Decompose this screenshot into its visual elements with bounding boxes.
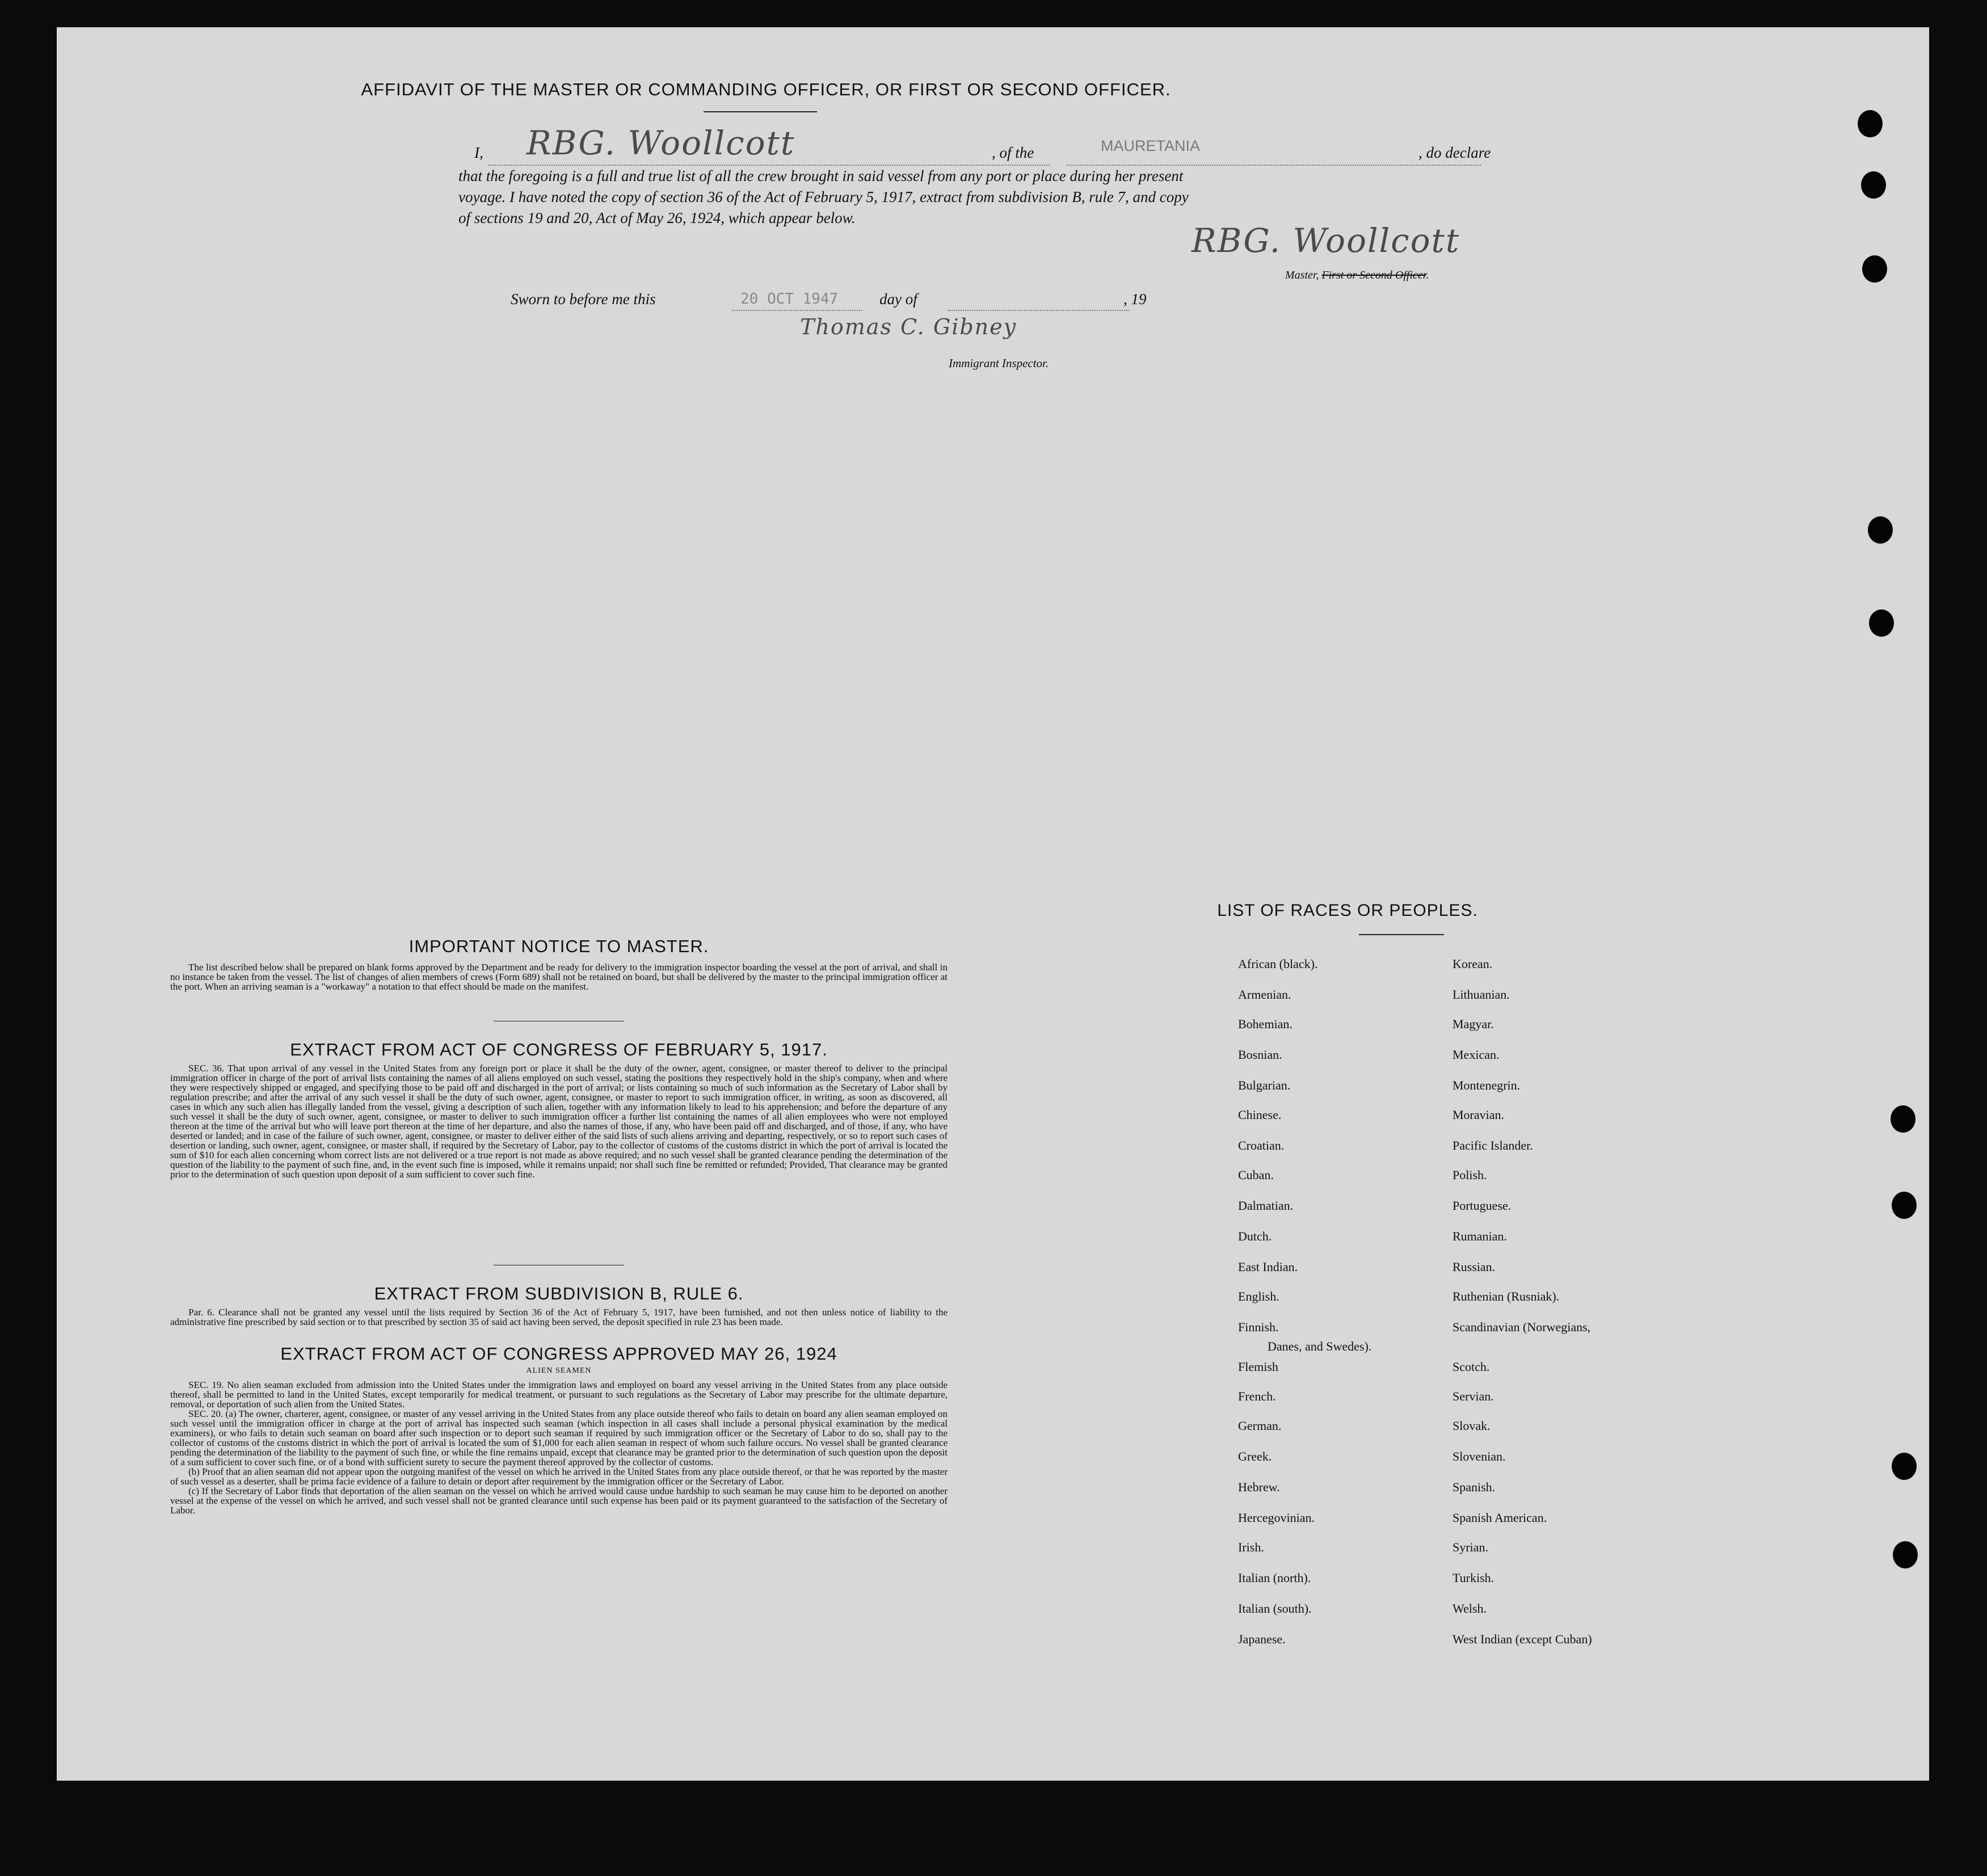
race-item: Hercegovinian.	[1238, 1511, 1315, 1525]
race-item: German.	[1238, 1419, 1282, 1433]
race-item: Cuban.	[1238, 1168, 1274, 1182]
inspector-signature: Thomas C. Gibney	[800, 314, 1017, 339]
race-item: Servian.	[1453, 1389, 1494, 1403]
race-item: Scandinavian (Norwegians,	[1453, 1320, 1591, 1334]
binder-hole	[1861, 171, 1886, 199]
affidavit-line-2: voyage. I have noted the copy of section 36 of the Act of February 5, 1917, extract from subdivision B, rule 7, and copy	[458, 188, 1189, 205]
master-text: Master,	[1285, 269, 1319, 281]
scandinavian-continuation: Danes, and Swedes).	[1268, 1339, 1372, 1353]
race-item: Bulgarian.	[1238, 1078, 1291, 1092]
date-line	[732, 310, 862, 311]
race-item: Rumanian.	[1453, 1229, 1507, 1243]
race-item: Welsh.	[1453, 1601, 1487, 1616]
binder-hole	[1869, 609, 1894, 637]
race-item: Moravian.	[1453, 1108, 1505, 1122]
race-item: Korean.	[1453, 957, 1493, 971]
race-item: Chinese.	[1238, 1108, 1282, 1122]
affidavit-title: AFFIDAVIT OF THE MASTER OR COMMANDING OFFICER, OR FIRST OR SECOND OFFICER.	[361, 79, 1171, 99]
document-page	[57, 27, 1929, 1781]
affidavit-line-3: of sections 19 and 20, Act of May 26, 1924, which appear below.	[458, 209, 856, 226]
alien-seamen-subtitle: ALIEN SEAMEN	[526, 1366, 592, 1375]
month-line	[948, 310, 1129, 311]
inspector-label: Immigrant Inspector.	[949, 356, 1049, 370]
section-20c-paragraph: (c) If the Secretary of Labor finds that deportation of the alien seaman on the vessel on which he arrived would cause undue hardship to such seaman he may cause him to be deported on another vessel at the expense of the vessel on which he arrived, and such vessel shall not be granted clearance until such expense has been paid or its payment guaranteed to the satisfaction of the Secretary of Labor.	[170, 1486, 948, 1516]
race-item: Mexican.	[1453, 1048, 1500, 1062]
race-item: East Indian.	[1238, 1260, 1298, 1274]
race-item: French.	[1238, 1389, 1276, 1403]
race-item: Croatian.	[1238, 1138, 1285, 1152]
race-item: Greek.	[1238, 1449, 1272, 1463]
race-item: Irish.	[1238, 1540, 1264, 1554]
binder-hole	[1868, 516, 1893, 544]
binder-hole	[1858, 110, 1883, 137]
struck-officer-text: First or Second Officer	[1321, 269, 1426, 281]
notice-title: IMPORTANT NOTICE TO MASTER.	[409, 936, 709, 956]
race-item: West Indian (except Cuban)	[1453, 1632, 1592, 1646]
race-item: Dalmatian.	[1238, 1198, 1294, 1213]
extract-1917-text	[170, 1063, 948, 1179]
binder-hole	[1892, 1192, 1917, 1219]
extract-1917-title: EXTRACT FROM ACT OF CONGRESS OF FEBRUARY 5, 1917.	[290, 1040, 828, 1059]
race-item: Spanish.	[1453, 1480, 1496, 1494]
day-of-label: day of	[879, 291, 917, 308]
race-item: Portuguese.	[1453, 1198, 1512, 1213]
race-item: Flemish	[1238, 1360, 1278, 1374]
section-19-paragraph: SEC. 19. No alien seaman excluded from admission into the United States under the immigration laws and employed on board any vessel arriving in the United States from any place outside thereof, shall be permitted to land in the United States, except temporarily for medical treatment, or pursuant to such regulations as the Secretary of Labor may prescribe for the ultimate departure, removal, or deportation of such alien from the United States.	[170, 1379, 948, 1410]
vessel-line	[1067, 165, 1481, 166]
race-item: Italian (north).	[1238, 1571, 1311, 1585]
section-20a-paragraph: SEC. 20. (a) The owner, charterer, agent, consignee, or master of any vessel arriving in the United States from any place outside thereof who fails to detain on board any alien seaman employed on such vessel until the immigration officer in charge at the port of arrival has inspected such seaman (which inspection in all cases shall include a personal physical examination by the medical examiners), or who fails to detain such seaman on board after such inspection or to deport such seaman if required by such immigration officer or the Secretary of Labor to do so, shall pay to the collector of customs of the customs district in which the port of arrival is located the sum of $1,000 for each alien seaman in respect of whom such failure occurs. No vessel shall be granted clearance pending the determination of the liability to the payment of such fine, or while the fine remains unpaid, except that clearance may be granted prior to the determination of such question upon the deposit of a sum sufficient to cover such fine, or of a bond with sufficient surety to secure the payment thereof approved by the collector of customs.	[170, 1408, 948, 1467]
races-underline	[1359, 934, 1444, 935]
race-item: Montenegrin.	[1453, 1078, 1521, 1092]
race-item: Slovenian.	[1453, 1449, 1506, 1463]
race-item: Turkish.	[1453, 1571, 1495, 1585]
master-label	[1285, 269, 1429, 282]
race-item: Pacific Islander.	[1453, 1138, 1533, 1152]
race-item: Lithuanian.	[1453, 987, 1510, 1002]
race-item: Dutch.	[1238, 1229, 1272, 1243]
binder-hole	[1893, 1541, 1918, 1568]
binder-hole	[1892, 1453, 1917, 1480]
rule-6-text	[170, 1307, 948, 1327]
race-item: Syrian.	[1453, 1540, 1488, 1554]
extract-1924-text	[170, 1380, 948, 1515]
section-20b-paragraph: (b) Proof that an alien seaman did not appear upon the outgoing manifest of the vessel on which he arrived in the United States from any place outside thereof, or that he was reported by the master of such vessel as a deserter, shall be prima facie evidence of a failure to detain or deport after requirement by the immigration officer or the Secretary of Labor.	[170, 1466, 948, 1487]
extract-1917-paragraph: SEC. 36. That upon arrival of any vessel in the United States from any foreign port or place it shall be the duty of the owner, agent, consignee, or master thereof to deliver to the principal immigration officer in charge of the port of arrival lists containing the names of all aliens employed on such vessel, stating the positions they respectively hold in the ship's company, when and where they were respectively shipped or engaged, and specifying those to be paid off and discharged in the port of arrival; or lists containing so much of such information as the Secretary of Labor shall by regulation prescribe; and after the arrival of any such vessel it shall be the duty of such owner, agent, consignee, or master to report to such immigration officer, in writing, as soon as discovered, all cases in which any such alien has illegally landed from the vessel, giving a description of such alien, together with any information likely to lead to his apprehension; and before the departure of any such vessel it shall be the duty of such owner, agent, consignee, or master to deliver to such immigration officer a further list containing the names of all alien employees who were not employed thereon at the time of the arrival but who will leave port thereon at the time of her departure, and also the names of those, if any, who have been paid off and discharged, and of those, if any, who have deserted or landed; and in case of the failure of such owner, agent, consignee, or master to deliver either of the said lists of such aliens arriving and departing, respectively, or so to report such cases of desertion or landing, such owner, agent, consignee, or master shall, if required by the Secretary of Labor, pay to the collector of customs of the customs district in which the port of arrival is located the sum of $10 for each alien concerning whom correct lists are not delivered or a true report is not made as above required; and no such vessel shall be granted clearance pending the determination of the question of the liability to the payment of such fine, and, in the event such fine is imposed, while it remains unpaid; nor shall such fine be remitted or refunded; Provided, That clearance may be granted prior to the determination of such question upon deposit of a sum sufficient to cover such fine.	[170, 1063, 948, 1180]
race-item: Polish.	[1453, 1168, 1487, 1182]
race-item: Japanese.	[1238, 1632, 1286, 1646]
i-label: I,	[474, 144, 483, 161]
race-item: Finnish.	[1238, 1320, 1279, 1334]
race-item: Bohemian.	[1238, 1017, 1293, 1031]
race-item: Ruthenian (Rusniak).	[1453, 1289, 1560, 1303]
race-item: English.	[1238, 1289, 1279, 1303]
affidavit-line-1: that the foregoing is a full and true list of all the crew brought in said vessel from any port or place during her present	[458, 167, 1184, 184]
master-end: .	[1426, 269, 1429, 281]
race-item: Magyar.	[1453, 1017, 1494, 1031]
race-item: Slovak.	[1453, 1419, 1491, 1433]
race-item: Russian.	[1453, 1260, 1496, 1274]
race-item: African (black).	[1238, 957, 1318, 971]
sworn-date-stamp: 20 OCT 1947	[740, 291, 839, 308]
name-line	[488, 165, 1050, 166]
race-item: Bosnian.	[1238, 1048, 1282, 1062]
notice-text	[170, 962, 948, 991]
of-the-label: , of the	[992, 144, 1034, 161]
year-label: , 19	[1123, 291, 1147, 308]
races-title: LIST OF RACES OR PEOPLES.	[1217, 901, 1478, 920]
race-item: Armenian.	[1238, 987, 1291, 1002]
vessel-name: MAURETANIA	[1101, 137, 1201, 154]
binder-hole	[1862, 255, 1887, 283]
notice-paragraph: The list described below shall be prepared on blank forms approved by the Department and be ready for delivery to the immigration inspector boarding the vessel at the port of arrival, and shall in no instance be taken from the vessel. The list of changes of alien members of crews (Form 689) shall not be retained on board, but shall be delivered by the master to the principal immigration officer at the port. When an arriving seaman is a "workaway" a notation to that effect should be made on the manifest.	[170, 962, 948, 992]
officer-signature: RBG. Woollcott	[527, 124, 795, 162]
extract-1924-title: EXTRACT FROM ACT OF CONGRESS APPROVED MAY 26, 1924	[280, 1344, 837, 1364]
race-item: Scotch.	[1453, 1360, 1490, 1374]
race-item: Spanish American.	[1453, 1511, 1547, 1525]
race-item: Italian (south).	[1238, 1601, 1312, 1616]
rule-6-paragraph: Par. 6. Clearance shall not be granted any vessel until the lists required by Section 36 of the Act of February 5, 1917, have been furnished, and not then unless notice of liability to the administrative fine prescribed by said section or to that prescribed by section 35 of said act having been served, the deposit specified in rule 23 has been made.	[170, 1307, 948, 1327]
race-item: Hebrew.	[1238, 1480, 1280, 1494]
rule-6-title: EXTRACT FROM SUBDIVISION B, RULE 6.	[374, 1284, 744, 1303]
binder-hole	[1891, 1105, 1916, 1133]
title-underline	[704, 111, 817, 112]
do-declare-label: , do declare	[1418, 144, 1491, 161]
master-signature: RBG. Woollcott	[1192, 221, 1460, 260]
sworn-label: Sworn to before me this	[511, 291, 656, 308]
